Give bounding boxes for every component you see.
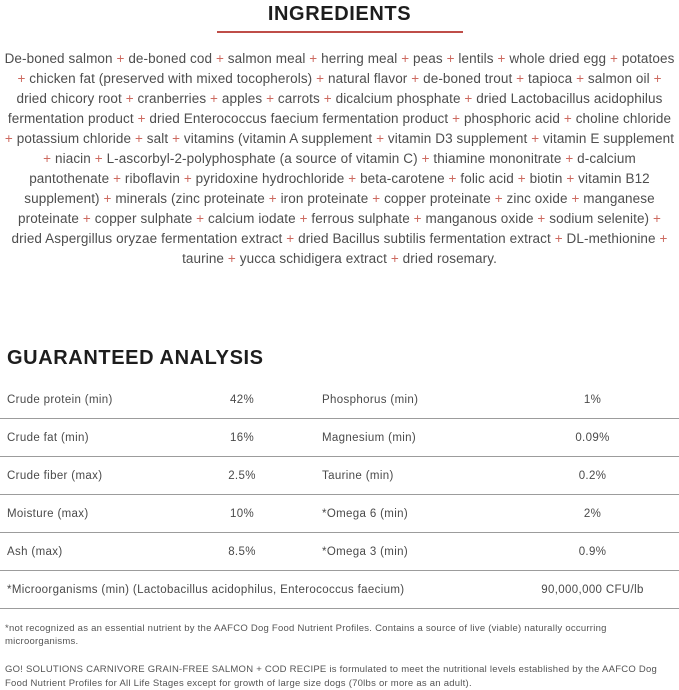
plus-separator: + [401, 51, 410, 66]
red-underline-divider [217, 31, 463, 33]
plus-separator: + [286, 231, 295, 246]
row-value: 90,000,000 CFU/lb [541, 583, 644, 596]
plus-separator: + [137, 111, 146, 126]
plus-separator: + [531, 131, 540, 146]
plus-separator: + [268, 191, 277, 206]
plus-separator: + [103, 191, 112, 206]
plus-separator: + [323, 91, 332, 106]
plus-separator: + [464, 91, 473, 106]
row-label: Magnesium (min) [322, 431, 417, 444]
plus-separator: + [413, 211, 422, 226]
row-label: Crude fiber (max) [7, 469, 103, 482]
plus-separator: + [172, 131, 181, 146]
plus-separator: + [134, 131, 143, 146]
plus-separator: + [571, 191, 580, 206]
row-value: 2% [583, 507, 602, 520]
plus-separator: + [125, 91, 134, 106]
plus-separator: + [309, 51, 318, 66]
row-label: *Microorganisms (min) (Lactobacillus acidophilus, Enterococcus faecium) [7, 583, 405, 596]
plus-separator: + [215, 51, 224, 66]
plus-separator: + [497, 51, 506, 66]
plus-separator: + [610, 51, 618, 66]
plus-separator: + [94, 151, 103, 166]
plus-separator: + [299, 211, 308, 226]
plus-separator: + [653, 71, 662, 86]
ingredients-title: INGREDIENTS [267, 3, 412, 25]
row-label: *Omega 3 (min) [322, 545, 409, 558]
plus-separator: + [183, 171, 192, 186]
plus-separator: + [494, 191, 503, 206]
row-label: Taurine (min) [322, 469, 394, 482]
row-label: Phosphorus (min) [322, 393, 419, 406]
row-value: 10% [229, 507, 255, 520]
asterisk-footnote: *not recognized as an essential nutrient by the AAFCO Dog Food Nutrient Profiles. Contains a source of live (viable) naturally occurring microorganisms. [5, 623, 607, 647]
plus-separator: + [516, 71, 525, 86]
plus-separator: + [653, 211, 661, 226]
row-label: *Omega 6 (min) [322, 507, 409, 520]
table-row [0, 381, 679, 418]
table-bottom-divider [0, 608, 679, 609]
plus-separator: + [448, 171, 457, 186]
plus-separator: + [537, 211, 546, 226]
plus-separator: + [446, 51, 455, 66]
row-value: 0.9% [578, 545, 607, 558]
formulation-footnote: GO! SOLUTIONS CARNIVORE GRAIN-FREE SALMON + COD RECIPE is formulated to meet the nutritional levels established by the AAFCO Dog Food Nutrient Profiles for All Life Stages except for growth of large size dogs (70lbs or more as an adult). [5, 664, 658, 689]
table-row [0, 457, 679, 494]
plus-separator: + [566, 171, 575, 186]
plus-separator: + [372, 191, 381, 206]
ingredients-text: De-boned salmon + de-boned cod + salmon meal + herring meal + peas + lentils + whole dried egg + potatoes + chicken fat (preserved with mixed tocopherols) + natural flavor + de-boned trout + tapioca + salmon oil + dried chicory root + cranberries + apples + carrots + dicalcium phosphate + dried Lactobacillus acidophilus fermentation product + dried Enterococcus faecium fermentation product + phosphoric acid + choline chloride + potassium chloride + salt + vitamins (vitamin A supplement + vitamin D3 supplement + vitamin E supplement + niacin + L-ascorbyl-2-polyphosphate (a source of vitamin C) + thiamine mononitrate + d-calcium pantothenate + riboflavin + pyridoxine hydrochloride + beta-carotene + folic acid + biotin + vitamin B12 supplement) + minerals (zinc proteinate + iron proteinate + copper proteinate + zinc oxide + manganese proteinate + copper sulphate + calcium iodate + ferrous sulphate + manganous oxide + sodium selenite) + dried Aspergillus oryzae fermentation extract + dried Bacillus subtilis fermentation extract + DL-methionine + taurine + yucca schidigera extract + dried rosemary. [4, 51, 675, 266]
plus-separator: + [576, 71, 585, 86]
plus-separator: + [390, 251, 399, 266]
row-value: 0.09% [575, 431, 610, 444]
table-row [0, 419, 679, 456]
plus-separator: + [565, 151, 574, 166]
plus-separator: + [4, 131, 13, 146]
plus-separator: + [348, 171, 357, 186]
row-label: Crude fat (min) [7, 431, 89, 444]
row-label: Moisture (max) [7, 507, 89, 520]
plus-separator: + [316, 71, 325, 86]
plus-separator: + [266, 91, 275, 106]
plus-separator: + [196, 211, 205, 226]
plus-separator: + [554, 231, 563, 246]
row-label: Ash (max) [7, 545, 63, 558]
row-value: 1% [583, 393, 602, 406]
plus-separator: + [563, 111, 572, 126]
table-row [0, 495, 679, 532]
plus-separator: + [411, 71, 420, 86]
row-value: 16% [229, 431, 255, 444]
guaranteed-analysis-table [0, 381, 679, 609]
plus-separator: + [82, 211, 91, 226]
plus-separator: + [43, 151, 52, 166]
row-value: 42% [229, 393, 255, 406]
plus-separator: + [210, 91, 218, 106]
table-row [0, 533, 679, 570]
row-value: 8.5% [228, 545, 256, 558]
row-value: 2.5% [228, 469, 256, 482]
plus-separator: + [116, 51, 125, 66]
plus-separator: + [452, 111, 461, 126]
guaranteed-analysis-title: GUARANTEED ANALYSIS [7, 347, 264, 369]
plus-separator: + [421, 151, 430, 166]
plus-separator: + [517, 171, 526, 186]
row-value: 0.2% [578, 469, 607, 482]
row-label: Crude protein (min) [7, 393, 113, 406]
plus-separator: + [659, 231, 668, 246]
plus-separator: + [17, 71, 26, 86]
table-row-microorganisms [0, 571, 679, 608]
plus-separator: + [376, 131, 385, 146]
plus-separator: + [227, 251, 236, 266]
plus-separator: + [113, 171, 122, 186]
